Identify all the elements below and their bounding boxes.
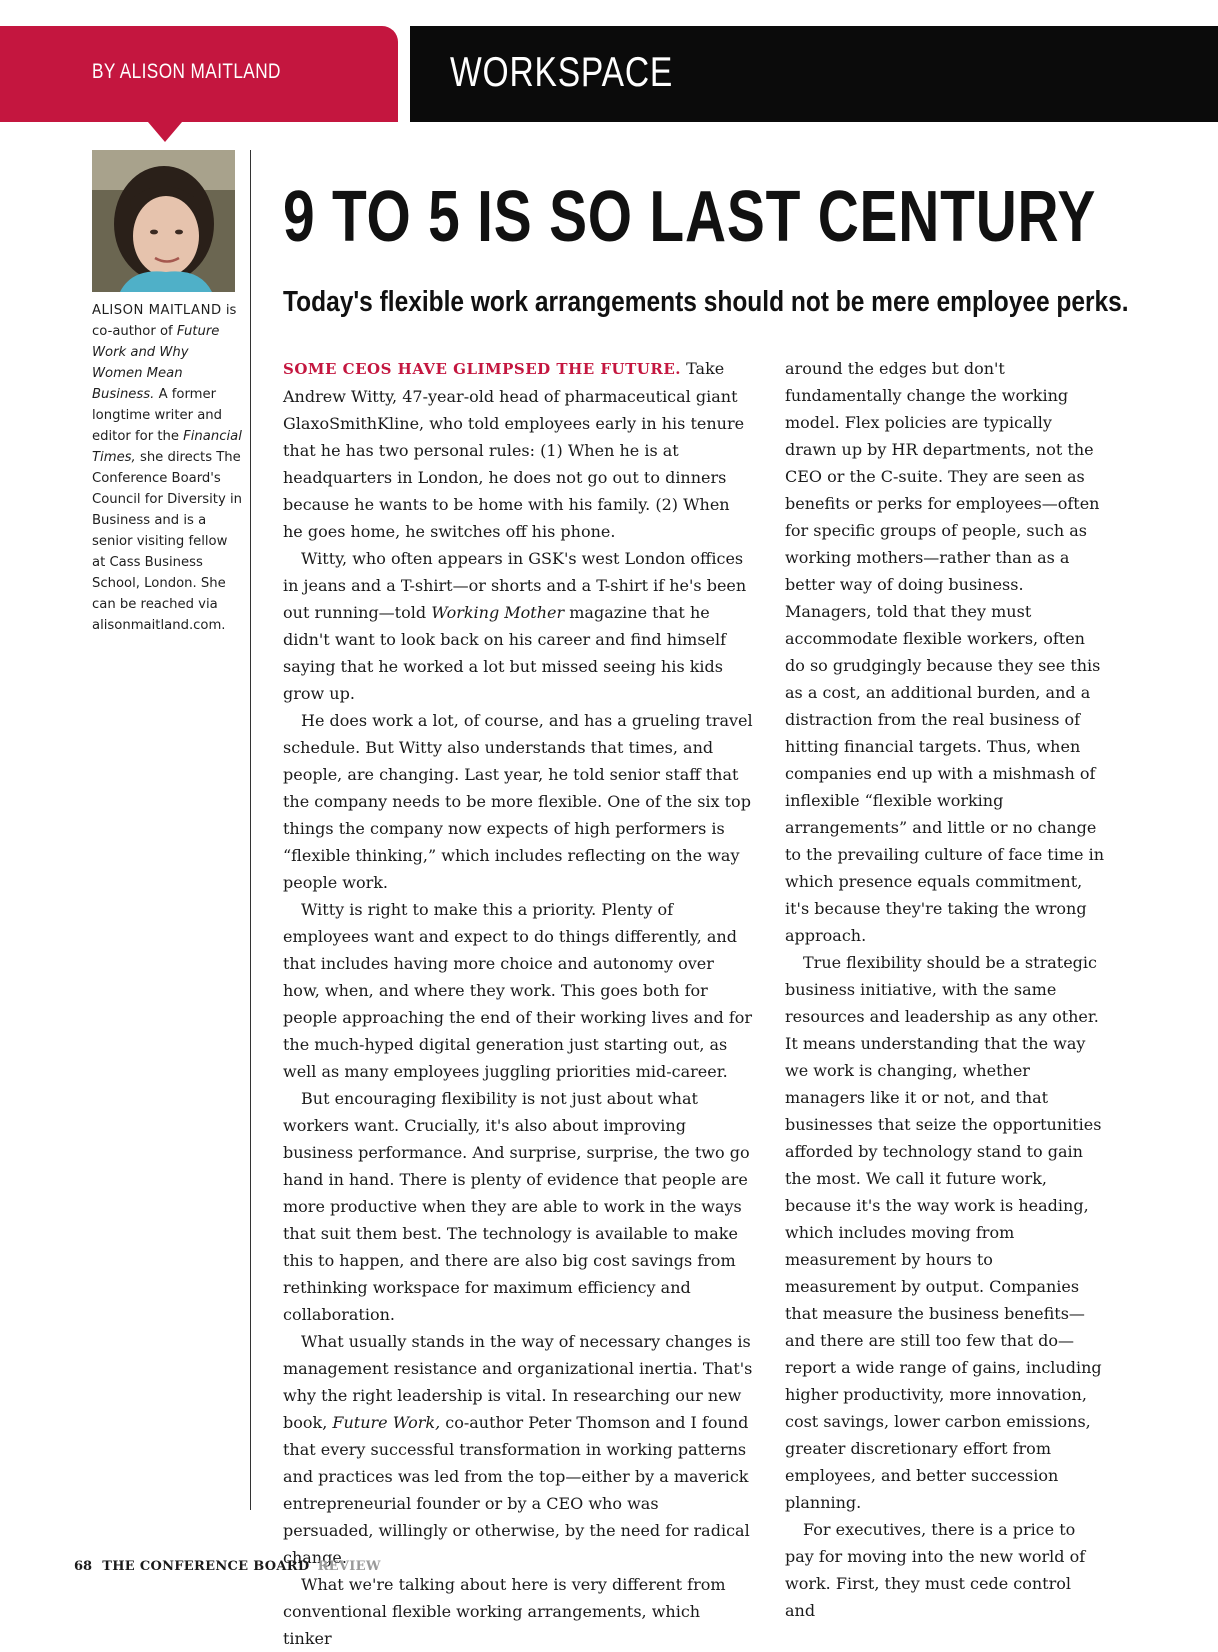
paragraph-9: True flexibility should be a strategic business initiative, with the same resources and leadership as any other. It means understanding that the way we work is changing, whether managers like it or not, and that businesses that seize the opportunities afforded by technology stand to gain the most. We call it future work, because it's the way work is heading, which includes moving from measurement by hours to measurement by output. Companies that measure the business benefits—and there are still too few that do—report a wide range of gains, including higher productivity, more innovation, cost savings, lower carbon emissions, greater discretionary effort from employees, and better succession planning. <box>785 953 1102 1512</box>
bio-text-2: A former longtime writer and editor for the <box>92 387 223 444</box>
paragraph-6-text-b: co-author Peter Thomson and I found that every successful transformation in working patterns and practices was led from the top—either by a maverick entrepreneurial founder or by a CEO who was persuaded, willingly or otherwise, by the need for radical change. <box>283 1413 750 1567</box>
byline: BY ALISON MAITLAND <box>92 60 281 83</box>
paragraph-7: What we're talking about here is very different from conventional flexible working arrangements, which tinker <box>283 1575 726 1648</box>
paragraph-2-text-b: magazine that he didn't want to look back on his career and find himself saying that he worked a lot but missed seeing his kids grow up. <box>283 603 727 703</box>
bio-book-title: Future Work and Why Women Mean Business. <box>92 324 220 402</box>
article-headline: 9 TO 5 IS SO LAST CENTURY <box>283 177 1097 257</box>
paragraph-10: For executives, there is a price to pay for moving into the new world of work. First, they must cede control and <box>785 1520 1086 1620</box>
paragraph-2-text-a: Witty, who often appears in GSK's west London offices in jeans and a T-shirt—or shorts and a T-shirt if he's been out running—told <box>283 549 747 622</box>
paragraph-6-text-a: What usually stands in the way of necessary changes is management resistance and organizational inertia. That's why the right leadership is vital. In researching our new book, <box>283 1332 753 1432</box>
lead-in: SOME CEOS HAVE GLIMPSED THE FUTURE. <box>283 360 682 378</box>
magazine-title: Working Mother <box>431 603 565 622</box>
author-bio <box>92 300 242 636</box>
paragraph-4: Witty is right to make this a priority. Plenty of employees want and expect to do things differently, and that includes having more choice and autonomy over how, when, and where they work. This goes both for people approaching the end of their working lives and for the much-hyped digital generation just starting out, as well as many employees juggling priorities mid-career. <box>283 900 753 1081</box>
author-portrait-icon <box>92 150 235 292</box>
paragraph-3: He does work a lot, of course, and has a grueling travel schedule. But Witty also understands that times, and people, are changing. Last year, he told senior staff that the company needs to be more flexible. One of the six top things the company now expects of high performers is “flexible thinking,” which includes reflecting on the way people work. <box>283 711 753 892</box>
byline-pointer <box>148 122 182 142</box>
author-name: ALISON MAITLAND <box>92 303 222 318</box>
bio-text-3: she directs The Conference Board's Council for Diversity in Business and is a senior visiting fellow at Cass Business School, London. She can be reached via alisonmaitland.com. <box>92 450 242 633</box>
page-footer <box>74 1559 381 1574</box>
article-dek: Today's flexible work arrangements should not be mere employee perks. <box>283 286 1129 318</box>
paragraph-1 <box>283 355 753 545</box>
section-label: WORKSPACE <box>450 48 674 95</box>
article-column-2 <box>785 355 1105 1624</box>
paragraph-6 <box>283 1328 753 1571</box>
paragraph-2 <box>283 545 753 707</box>
paragraph-8: around the edges but don't fundamentally change the working model. Flex policies are typically drawn up by HR departments, not the CEO or the C-suite. They are seen as benefits or perks for employees—often for specific groups of people, such as working mothers—rather than as a better way of doing business. Managers, told that they must accommodate flexible workers, often do so grudgingly because they see this as a cost, an additional burden, and a distraction from the real business of hitting financial targets. Thus, when companies end up with a mishmash of inflexible “flexible working arrangements” and little or no change to the prevailing culture of face time in which presence equals commitment, it's because they're taking the wrong approach. <box>785 359 1104 945</box>
page-number: 68 <box>74 1559 93 1574</box>
author-photo <box>92 150 235 292</box>
publication-name: THE CONFERENCE BOARD <box>102 1559 310 1574</box>
bio-newspaper: Financial Times, <box>92 429 242 465</box>
bio-text-1: is co-author of <box>92 303 237 339</box>
book-title: Future Work, <box>332 1413 441 1432</box>
paragraph-5: But encouraging flexibility is not just about what workers want. Crucially, it's also about improving business performance. And surprise, surprise, the two go hand in hand. There is plenty of evidence that people are more productive when they are able to work in the ways that suit them best. The technology is available to make this to happen, and there are also big cost savings from rethinking workspace for maximum efficiency and collaboration. <box>283 1089 750 1324</box>
article-column-1 <box>283 355 753 1652</box>
paragraph-1-text: Take Andrew Witty, 47-year-old head of pharmaceutical giant GlaxoSmithKline, who told employees early in his tenure that he has two personal rules: (1) When he is at headquarters in London, he does not go out to dinners because he wants to be home with his family. (2) When he goes home, he switches off his phone. <box>283 359 745 541</box>
publication-suffix: REVIEW <box>317 1559 381 1574</box>
column-divider <box>250 150 251 1510</box>
